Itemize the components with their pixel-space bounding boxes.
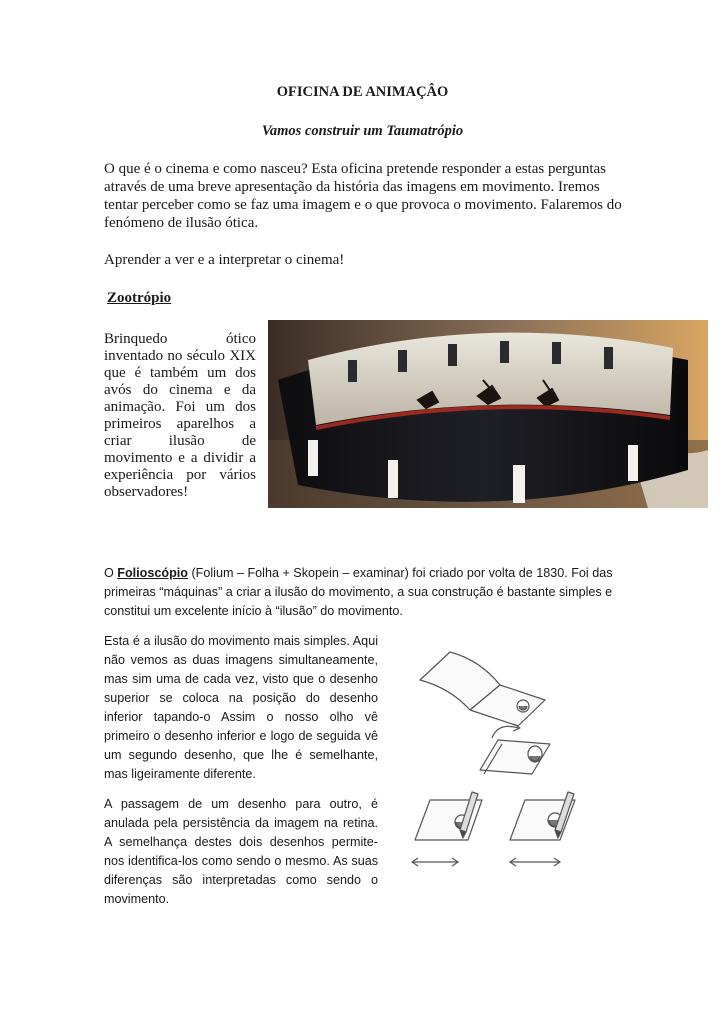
flipbook-illustration xyxy=(410,640,600,870)
zootrope-photo xyxy=(268,320,708,508)
folioscopio-term: Folioscópio xyxy=(117,566,188,580)
zootropio-description: Brinquedo ótico inventado no século XIX que é também um dos avós do cinema e da animação. Foi um dos primeiros aparelhos a criar ilusão de movimento e a dividir a experiência por vários observadores! xyxy=(104,331,256,500)
intro-paragraph: O que é o cinema e como nasceu? Esta oficina pretende responder a estas perguntas através de uma breve apresentação da história das imagens em movimento. Iremos tentar perceber como se faz uma imagem e o que provoca o movimento. Falaremos do fenómeno de ilusão ótica. xyxy=(104,161,622,231)
tagline: Aprender a ver e a interpretar o cinema! xyxy=(104,252,345,268)
folioscopio-intro: O Folioscópio (Folium – Folha + Skopein – examinar) foi criado por volta de 1830. Foi das primeiras “máquinas” a criar a ilusão do movimento, a sua construção é bastante simples e constitui um excelente início à “ilusão” do movimento. xyxy=(104,566,613,618)
page-subtitle: Vamos construir um Taumatrópio xyxy=(261,123,464,139)
folioscopio-paragraph-1: Esta é a ilusão do movimento mais simples. Aqui não vemos as duas imagens simultaneamente, mas sim uma de cada vez, visto que o desenho superior se coloca na posição do desenho inferior tapando-o Assim o nosso olho vê primeiro o desenho inferior e logo de seguida vê um segundo desenho, que lhe é semelhante, mas ligeiramente diferente. xyxy=(104,634,378,781)
folioscopio-paragraph-2: A passagem de um desenho para outro, é anulada pela persistência da imagem na retina. A semelhança destes dois desenhos permite-nos identifica-los como sendo o mesmo. As suas diferenças são interpretadas como sendo o movimento. xyxy=(104,797,378,906)
zootropio-heading: Zootrópio xyxy=(107,290,172,306)
page-title: OFICINA DE ANIMAÇÂO xyxy=(276,84,449,100)
